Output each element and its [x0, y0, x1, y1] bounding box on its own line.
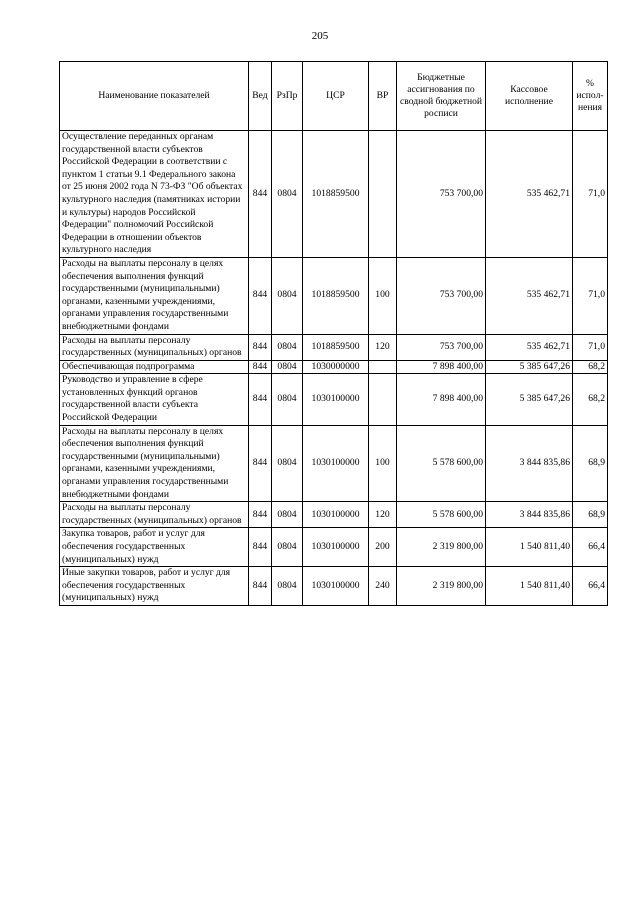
row-budget: 753 700,00	[397, 334, 486, 360]
row-csr: 1018859500	[303, 131, 369, 258]
header-ved: Вед	[249, 62, 272, 131]
header-csr: ЦСР	[303, 62, 369, 131]
header-name: Наименование показателей	[60, 62, 249, 131]
row-csr: 1018859500	[303, 257, 369, 334]
table-row	[60, 334, 608, 360]
row-csr: 1030100000	[303, 425, 369, 502]
row-rzpr: 0804	[272, 567, 303, 606]
header-percent: % испол-нения	[573, 62, 608, 131]
row-ved: 844	[249, 502, 272, 528]
row-rzpr: 0804	[272, 502, 303, 528]
row-ved: 844	[249, 567, 272, 606]
row-rzpr: 0804	[272, 374, 303, 425]
row-name: Руководство и управление в сфере установленных функций органов государственной власти субъекта Российской Федерации	[60, 374, 249, 425]
row-name: Расходы на выплаты персоналу в целях обеспечения выполнения функций государственными (муниципальными) органами, казенными учреждениями, органами управления государственными внебюджетными фондами	[60, 257, 249, 334]
row-percent: 68,2	[573, 374, 608, 425]
row-name: Расходы на выплаты персоналу государственных (муниципальных) органов	[60, 334, 249, 360]
table-row	[60, 374, 608, 425]
row-csr: 1030000000	[303, 360, 369, 374]
header-budget: Бюджетные ассигнования по сводной бюджетной росписи	[397, 62, 486, 131]
table-row	[60, 131, 608, 258]
row-cash: 5 385 647,26	[486, 360, 573, 374]
row-ved: 844	[249, 374, 272, 425]
row-percent: 68,2	[573, 360, 608, 374]
row-cash: 3 844 835,86	[486, 425, 573, 502]
row-percent: 68,9	[573, 425, 608, 502]
row-ved: 844	[249, 131, 272, 258]
row-csr: 1030100000	[303, 528, 369, 567]
row-percent: 66,4	[573, 528, 608, 567]
row-ved: 844	[249, 257, 272, 334]
row-ved: 844	[249, 334, 272, 360]
row-ved: 844	[249, 425, 272, 502]
row-csr: 1030100000	[303, 567, 369, 606]
row-ved: 844	[249, 360, 272, 374]
row-cash: 1 540 811,40	[486, 567, 573, 606]
budget-execution-table	[59, 61, 608, 606]
row-budget: 5 578 600,00	[397, 425, 486, 502]
row-percent: 68,9	[573, 502, 608, 528]
row-rzpr: 0804	[272, 360, 303, 374]
row-name: Осуществление переданных органам государственной власти субъектов Российской Федерации в соответствии с пунктом 1 статьи 9.1 Федерального закона от 25 июня 2002 года N 73-ФЗ "Об объектах культурного наследия (памятниках истории и культуры) народов Российской Федерации" полномочий Российской Федерации в отношении объектов культурного наследия	[60, 131, 249, 258]
row-rzpr: 0804	[272, 257, 303, 334]
row-cash: 535 462,71	[486, 257, 573, 334]
row-budget: 7 898 400,00	[397, 374, 486, 425]
row-percent: 71,0	[573, 334, 608, 360]
row-cash: 1 540 811,40	[486, 528, 573, 567]
row-rzpr: 0804	[272, 528, 303, 567]
row-budget: 2 319 800,00	[397, 528, 486, 567]
table-header-row	[60, 62, 608, 131]
header-vr: ВР	[369, 62, 397, 131]
row-rzpr: 0804	[272, 334, 303, 360]
row-name: Расходы на выплаты персоналу в целях обеспечения выполнения функций государственными (муниципальными) органами, казенными учреждениями, органами управления государственными внебюджетными фондами	[60, 425, 249, 502]
row-rzpr: 0804	[272, 131, 303, 258]
row-cash: 535 462,71	[486, 334, 573, 360]
row-name: Иные закупки товаров, работ и услуг для обеспечения государственных (муниципальных) нужд	[60, 567, 249, 606]
row-percent: 71,0	[573, 131, 608, 258]
row-cash: 535 462,71	[486, 131, 573, 258]
table-row	[60, 425, 608, 502]
row-rzpr: 0804	[272, 425, 303, 502]
row-name: Закупка товаров, работ и услуг для обеспечения государственных (муниципальных) нужд	[60, 528, 249, 567]
row-budget: 753 700,00	[397, 257, 486, 334]
row-budget: 2 319 800,00	[397, 567, 486, 606]
row-vr: 240	[369, 567, 397, 606]
row-vr: 120	[369, 334, 397, 360]
table-row	[60, 257, 608, 334]
row-vr: 120	[369, 502, 397, 528]
table-row	[60, 502, 608, 528]
table-row	[60, 528, 608, 567]
row-vr: 200	[369, 528, 397, 567]
row-csr: 1030100000	[303, 374, 369, 425]
row-name: Обеспечивающая подпрограмма	[60, 360, 249, 374]
table-row	[60, 360, 608, 374]
row-budget: 5 578 600,00	[397, 502, 486, 528]
row-ved: 844	[249, 528, 272, 567]
row-name: Расходы на выплаты персоналу государственных (муниципальных) органов	[60, 502, 249, 528]
row-csr: 1018859500	[303, 334, 369, 360]
row-percent: 66,4	[573, 567, 608, 606]
row-vr: 100	[369, 257, 397, 334]
row-cash: 3 844 835,86	[486, 502, 573, 528]
header-rzpr: РзПр	[272, 62, 303, 131]
row-budget: 753 700,00	[397, 131, 486, 258]
row-vr	[369, 131, 397, 258]
row-percent: 71,0	[573, 257, 608, 334]
row-vr	[369, 360, 397, 374]
row-vr: 100	[369, 425, 397, 502]
row-budget: 7 898 400,00	[397, 360, 486, 374]
row-csr: 1030100000	[303, 502, 369, 528]
page-number: 205	[311, 30, 329, 42]
row-cash: 5 385 647,26	[486, 374, 573, 425]
table-row	[60, 567, 608, 606]
header-cash: Кассовое исполнение	[486, 62, 573, 131]
row-vr	[369, 374, 397, 425]
